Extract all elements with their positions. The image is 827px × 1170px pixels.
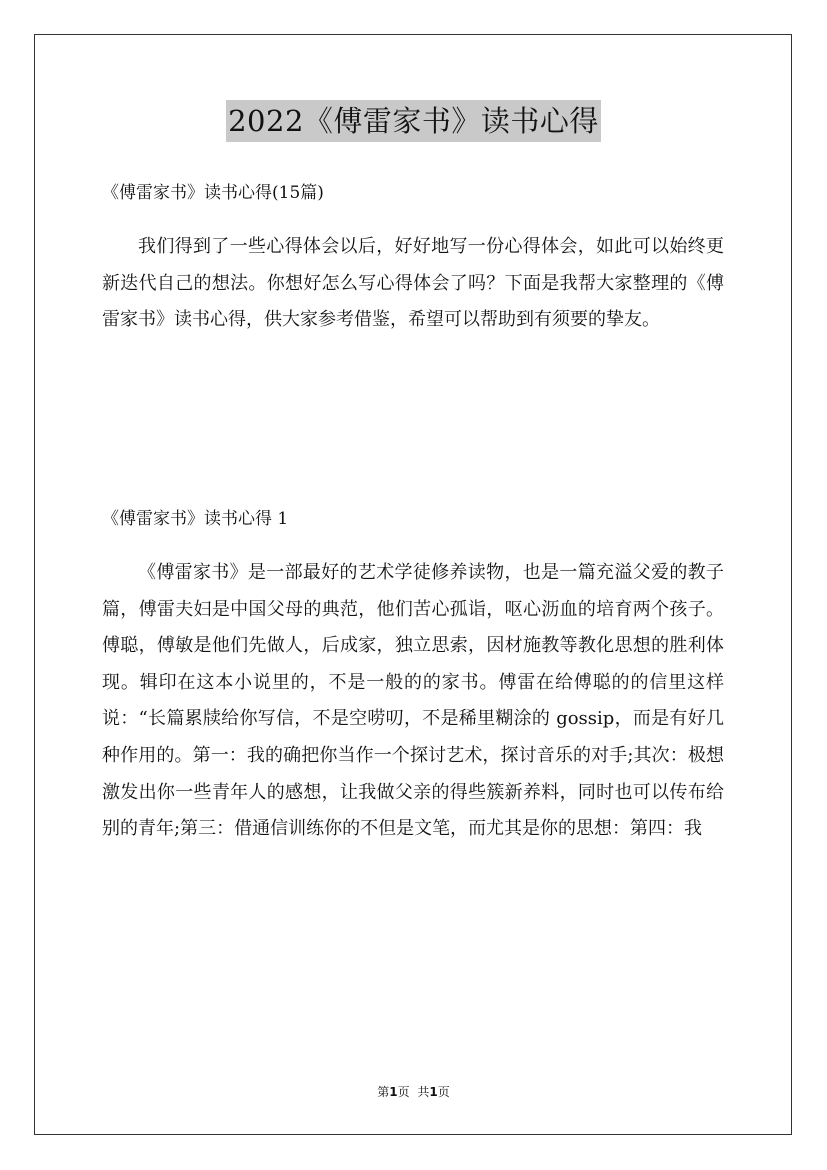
- page-suffix: 页: [397, 1085, 410, 1099]
- page-footer: [0, 1083, 827, 1101]
- body-paragraph: 《傅雷家书》是一部最好的艺术学徒修养读物，也是一篇充溢父爱的教子篇，傅雷夫妇是中国父母的典范，他们苦心孤诣，呕心沥血的培育两个孩子。傅聪，傅敏是他们先做人，后成家，独立思索，因材施教等教化思想的胜利体现。辑印在这本小说里的，不是一般的的家书。傅雷在给傅聪的的信里这样说：“长篇累牍给你写信，不是空唠叨，不是稀里糊涂的 gossip，而是有好几种作用的。第一：我的确把你当作一个探讨艺术，探讨音乐的对手;其次：极想激发出你一些青年人的感想，让我做父亲的得些簇新养料，同时也可以传布给别的青年;第三：借通信训练你的不但是文笔，而尤其是你的思想：第四：我: [102, 562, 724, 840]
- total-suffix: 页: [437, 1085, 450, 1099]
- intro-paragraph: 我们得到了一些心得体会以后，好好地写一份心得体会，如此可以始终更新迭代自己的想法。你想好怎么写心得体会了吗？下面是我帮大家整理的《傅雷家书》读书心得，供大家参考借鉴，希望可以帮助到有须要的挚友。: [102, 236, 724, 331]
- page-total: 1: [429, 1085, 438, 1099]
- section-heading: 《傅雷家书》读书心得 1: [102, 509, 289, 529]
- total-prefix: 共: [417, 1085, 430, 1099]
- title-container: [0, 100, 827, 142]
- page-current: 1: [389, 1085, 398, 1099]
- document-subtitle: 《傅雷家书》读书心得(15篇): [102, 183, 324, 203]
- document-title: 2022《傅雷家书》读书心得: [226, 100, 601, 142]
- page-prefix: 第: [377, 1085, 390, 1099]
